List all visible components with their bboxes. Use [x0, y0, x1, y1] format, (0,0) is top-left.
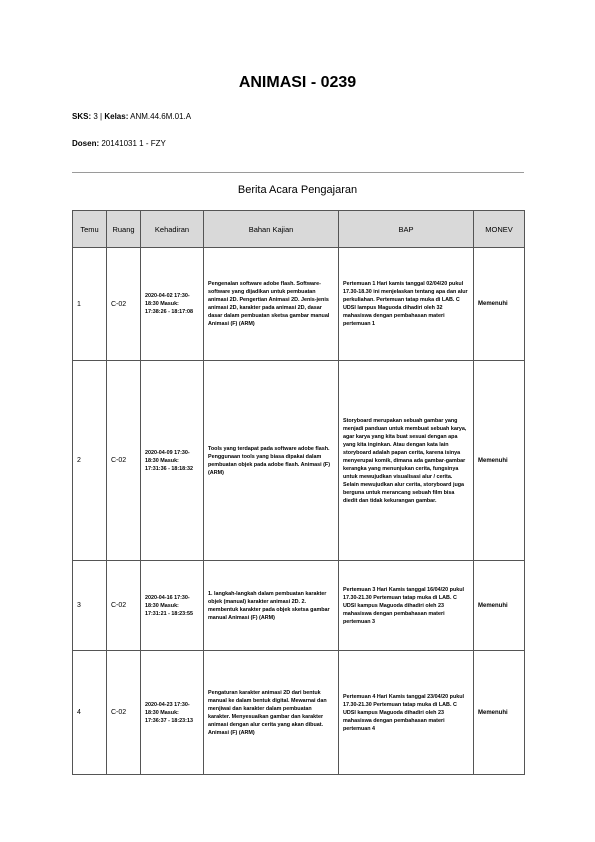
- cell-monev: [474, 248, 525, 361]
- cell-ruang: C-02: [107, 651, 141, 775]
- kehadiran-text: 2020-04-16 17:30-18:30 Masuk: 17:31:21 - 18:23:55: [145, 594, 193, 617]
- table-row: [73, 561, 525, 651]
- cell-temu: 4: [73, 651, 107, 775]
- cell-kehadiran: [141, 651, 204, 775]
- bap-text: Pertemuan 3 Hari Kamis tanggal 16/04/20 pukul 17.30-21.30 Pertemuan tatap muka di LAB. C UDSI kampus Maguoda dihadiri oleh 23 mahasiswa dengan pembahasan materi pertemuan 3: [343, 586, 465, 625]
- table-row: [73, 248, 525, 361]
- teaching-log-table: [72, 210, 525, 775]
- bap-text: Pertemuan 4 Hari Kamis tanggal 23/04/20 pukul 17.30-21.30 Pertemuan tatap muka di LAB. C UDSI kampus Maguoda dihadiri oleh 23 mahasiswa dengan pembahasan materi pertemuan 4: [343, 693, 465, 732]
- cell-bahan-kajian: [204, 248, 339, 361]
- sks-label: SKS:: [72, 112, 92, 121]
- kelas-label: Kelas:: [104, 112, 129, 121]
- cell-temu: 2: [73, 361, 107, 561]
- monev-text: Memenuhi: [478, 457, 508, 464]
- cell-kehadiran: [141, 561, 204, 651]
- cell-bap: [339, 561, 474, 651]
- cell-bap: [339, 651, 474, 775]
- section-title: Berita Acara Pengajaran: [237, 184, 358, 196]
- kehadiran-text: 2020-04-09 17:30-18:30 Masuk: 17:31:36 - 18:18:32: [145, 449, 193, 472]
- column-header-bahan-kajian: Bahan Kajian: [204, 211, 339, 248]
- bap-text: Pertemuan 1 Hari kamis tanggal 02/04/20 pukul 17.30-18.30 ini menjelaskan tentang apa dan alur perkuliahan. Pertemuan tatap muka di LAB. C UDSI lampus Maguoda dihadiri oleh 32 mahasiswa dengan pembahasan materi pertemuan 1: [343, 281, 468, 327]
- cell-kehadiran: [141, 361, 204, 561]
- cell-ruang: C-02: [107, 361, 141, 561]
- cell-bahan-kajian: [204, 561, 339, 651]
- cell-monev: [474, 361, 525, 561]
- table-header-row: [73, 211, 525, 248]
- kehadiran-text: 2020-04-02 17:30-18:30 Masuk: 17:38:26 - 18:17:08: [145, 293, 193, 315]
- page-title: ANIMASI - 0239: [238, 74, 357, 91]
- bahan-kajian-text: Pengaturan karakter animasi 2D dari bentuk manual ke dalam bentuk digital. Mewarnai dan menjiwai dan karakter dalam pembuatan karakter. Menyesuaikan gambar dan karakter animasi dengan alur cerita yang akan dibuat. Animasi (F) (ARM): [208, 689, 327, 736]
- column-header-monev: MONEV: [474, 211, 525, 248]
- bahan-kajian-text: Tools yang terdapat pada software adobe flash. Penggunaan tools yang biasa dipakai dalam pembuatan objek pada adobe flash. Animasi (F) (ARM): [208, 445, 331, 476]
- meta-separator: |: [100, 112, 103, 121]
- kelas-value: ANM.44.6M.01.A: [130, 112, 192, 121]
- dosen-label: Dosen:: [72, 139, 100, 148]
- cell-temu: 3: [73, 561, 107, 651]
- cell-monev: [474, 561, 525, 651]
- course-meta-line: [72, 112, 191, 121]
- monev-text: Memenuhi: [478, 709, 508, 716]
- cell-ruang: C-02: [107, 561, 141, 651]
- column-header-kehadiran: Kehadiran: [141, 211, 204, 248]
- column-header-temu: Temu: [73, 211, 107, 248]
- lecturer-meta-line: [72, 139, 166, 148]
- cell-kehadiran: [141, 248, 204, 361]
- column-header-bap: BAP: [339, 211, 474, 248]
- dosen-value: 20141031 1 - FZY: [101, 139, 166, 148]
- table-row: [73, 361, 525, 561]
- cell-bap: [339, 248, 474, 361]
- monev-text: Memenuhi: [478, 301, 508, 307]
- table-row: [73, 651, 525, 775]
- column-header-ruang: Ruang: [107, 211, 141, 248]
- monev-text: Memenuhi: [478, 602, 508, 609]
- cell-monev: [474, 651, 525, 775]
- cell-bahan-kajian: [204, 361, 339, 561]
- bap-text: Storyboard merupakan sebuah gambar yang menjadi panduan untuk membuat sebuah karya, agar karya yang kita buat sesuai dengan apa yang kita inginkan. Atau dengan kata lain storyboard adalah papan cerita, karena isinya menyerupai komik, dimana ada gambar-gambar kerangka yang menunjukan cerita, fungsinya untuk mewujudkan visualisasi alur / cerita. Selain mewujudkan alur cerita, storyboard juga berguna untuk merancang sebuah film bisa diedit dan tidak kekurangan gambar.: [343, 417, 467, 504]
- sks-value: 3: [93, 112, 98, 121]
- header-divider: [72, 172, 524, 173]
- bahan-kajian-text: 1. langkah-langkah dalam pembuatan karakter objek (manual) karakter animasi 2D. 2. membentuk karakter pada objek sketsa gambar manual Animasi (F) (ARM): [208, 590, 330, 621]
- cell-ruang: C-02: [107, 248, 141, 361]
- cell-bap: [339, 361, 474, 561]
- cell-temu: 1: [73, 248, 107, 361]
- kehadiran-text: 2020-04-23 17:30-18:30 Masuk: 17:36:37 - 18:23:13: [145, 701, 193, 724]
- cell-bahan-kajian: [204, 651, 339, 775]
- bahan-kajian-text: Pengenalan software adobe flash. Software-software yang dijadikan untuk pembuatan animasi 2D. Pengertian Animasi 2D. Jenis-jenis animasi 2D, karakter pada animasi 2D, dasar dasar dalam pembuatan sketsa gambar manual Animasi (F) (ARM): [208, 281, 330, 327]
